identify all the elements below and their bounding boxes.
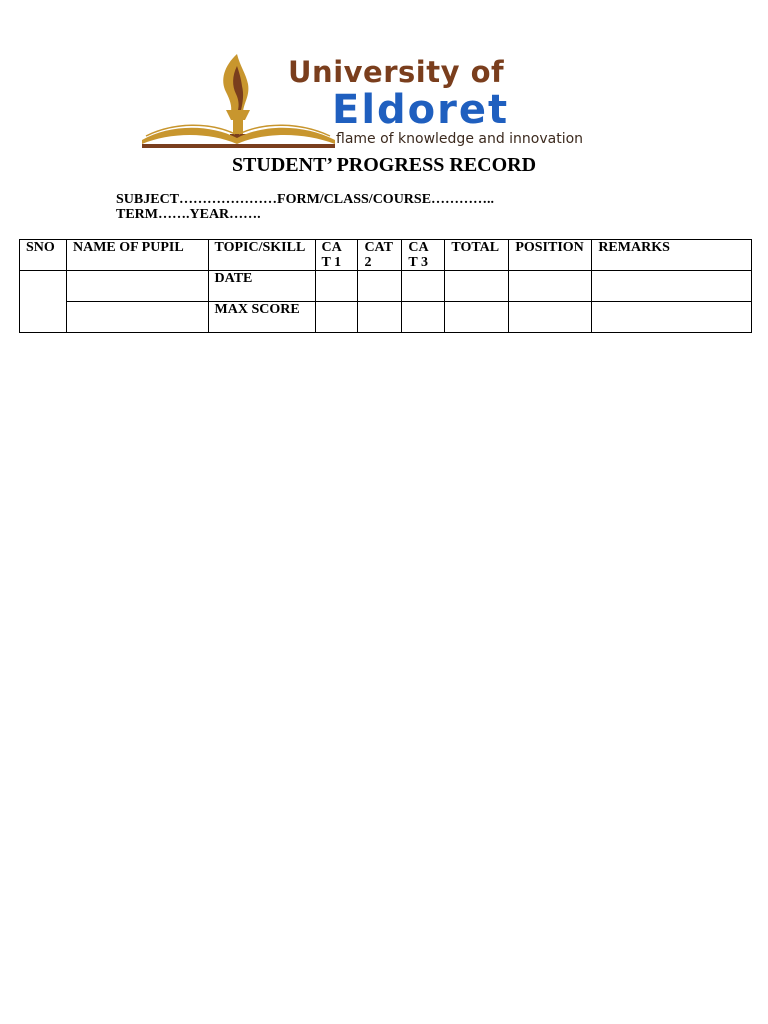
table-row — [20, 271, 752, 302]
subject-form-line: SUBJECT…………………FORM/CLASS/COURSE………….. — [116, 192, 495, 207]
total-cell — [445, 302, 509, 333]
term-year-line: TERM…….YEAR……. — [116, 207, 261, 222]
cat3-cell — [402, 271, 445, 302]
record-meta — [116, 192, 494, 222]
total-cell — [445, 271, 509, 302]
logo-eldoret: Eldoret — [332, 87, 510, 133]
cat1-cell — [315, 302, 358, 333]
header-position: POSITION — [509, 240, 592, 271]
header-name-of-pupil: NAME OF PUPIL — [66, 240, 208, 271]
pupil-name-cell — [66, 302, 208, 333]
progress-record-table — [19, 239, 752, 333]
sno-cell — [20, 271, 67, 333]
max-score-label-cell: MAX SCORE — [208, 302, 315, 333]
date-label-cell: DATE — [208, 271, 315, 302]
cat3-cell — [402, 302, 445, 333]
header-total: TOTAL — [445, 240, 509, 271]
remarks-cell — [592, 271, 752, 302]
position-cell — [509, 302, 592, 333]
university-logo — [140, 50, 605, 150]
logo-tagline: flame of knowledge and innovation — [336, 131, 584, 147]
position-cell — [509, 271, 592, 302]
table-row — [20, 302, 752, 333]
remarks-cell — [592, 302, 752, 333]
table-header-row — [20, 240, 752, 271]
cat2-cell — [358, 302, 402, 333]
header-cat1: CA T 1 — [315, 240, 358, 271]
cat2-cell — [358, 271, 402, 302]
pupil-name-cell — [66, 271, 208, 302]
cat1-cell — [315, 271, 358, 302]
header-sno: SNO — [20, 240, 67, 271]
page-title: STUDENT’ PROGRESS RECORD — [231, 154, 537, 176]
logo-university-of: University of — [288, 55, 505, 89]
header-topic-skill: TOPIC/SKILL — [208, 240, 315, 271]
header-remarks: REMARKS — [592, 240, 752, 271]
header-cat3: CA T 3 — [402, 240, 445, 271]
header-cat2: CAT 2 — [358, 240, 402, 271]
